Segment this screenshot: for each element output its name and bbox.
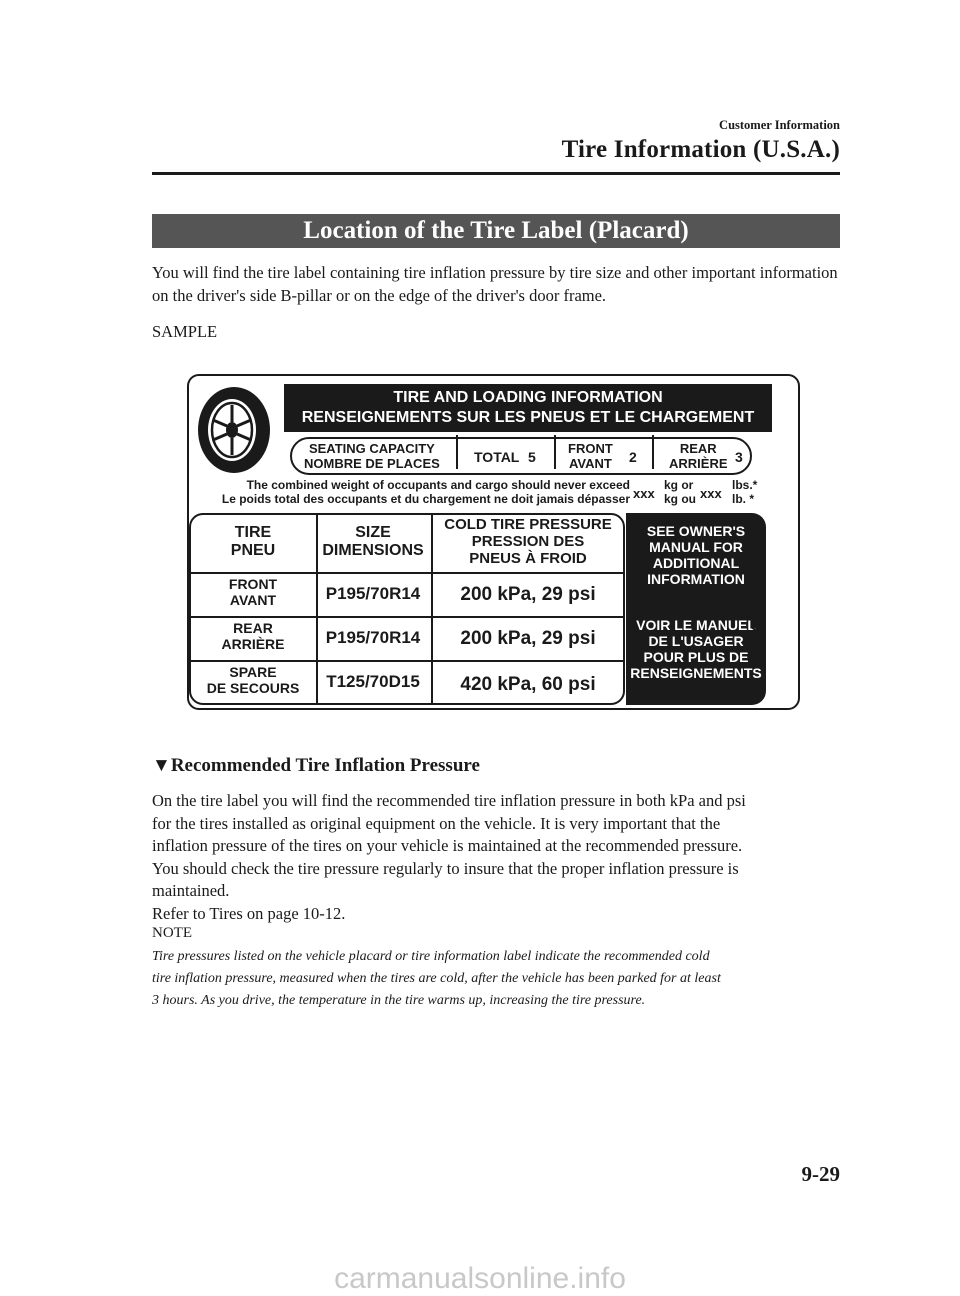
voir-manuel-line: RENSEIGNEMENTS xyxy=(630,665,762,681)
row-rear-label-line-2: ARRIÈRE xyxy=(221,636,285,652)
header-size-line-1: SIZE xyxy=(355,524,391,541)
body-line: You should check the tire pressure regularly to insure that the proper inflation pressure is xyxy=(152,858,739,878)
row-spare-label xyxy=(191,664,315,696)
row-spare-pressure: 420 kPa, 60 psi xyxy=(460,674,596,695)
triangle-down-icon: ▼ xyxy=(152,755,171,776)
placard-code: (XXXX) xyxy=(748,612,764,659)
voir-manuel-line: DE L'USAGER xyxy=(648,633,744,649)
body-line: maintained. xyxy=(152,881,230,900)
lbs-line-1: lbs.* xyxy=(732,478,758,492)
header-size xyxy=(316,524,430,560)
see-manual-box xyxy=(626,513,766,705)
see-manual-line: ADDITIONAL xyxy=(652,555,740,571)
seating-capacity-label xyxy=(304,441,440,471)
rear-seats-value: 3 xyxy=(735,449,743,465)
header-rule xyxy=(152,172,840,175)
subsection-title: Recommended Tire Inflation Pressure xyxy=(170,755,480,776)
body-line: Refer to Tires on page 10-12. xyxy=(152,903,346,923)
rear-label-line-2: ARRIÈRE xyxy=(669,456,728,471)
row-rear-pressure: 200 kPa, 29 psi xyxy=(460,628,596,649)
row-front-label xyxy=(191,576,315,608)
kg-line-1: kg or xyxy=(664,478,694,492)
row-spare-label-line-1: SPARE xyxy=(229,664,277,680)
banner-line-2: RENSEIGNEMENTS SUR LES PNEUS ET LE CHARGEMENT xyxy=(301,409,755,426)
intro-paragraph: You will find the tire label containing tire inflation pressure by tire size and other important information on the driver's side B-pillar or on the edge of the driver's door frame. xyxy=(152,263,838,305)
total-value: 5 xyxy=(528,449,536,465)
front-seats-label xyxy=(568,441,613,471)
seating-separator xyxy=(456,435,458,469)
tire-icon xyxy=(196,385,272,475)
voir-manuel-line: POUR PLUS DE xyxy=(643,649,749,665)
table-row-divider xyxy=(191,616,623,618)
weight-value-kg: xxx xyxy=(633,486,655,501)
page-number: 9-29 xyxy=(801,1162,840,1186)
subsection-heading xyxy=(152,755,480,777)
weight-line-2: Le poids total des occupants et du chargement ne doit jamais dépasser xyxy=(221,492,630,506)
row-rear-label-line-1: REAR xyxy=(233,620,273,636)
banner-line-1: TIRE AND LOADING INFORMATION xyxy=(393,389,663,406)
header-tire-line-2: PNEU xyxy=(230,542,276,559)
header-tire-line-1: TIRE xyxy=(234,524,272,541)
note-line: tire inflation pressure, measured when the tires are cold, after the vehicle has been parked for at least xyxy=(152,971,721,986)
weight-line-1: The combined weight of occupants and cargo should never exceed xyxy=(246,478,630,492)
rear-seats-label xyxy=(669,441,728,471)
lbs-line-2: lb. * xyxy=(732,492,755,506)
weight-value-lbs: xxx xyxy=(700,486,722,501)
see-manual-line: MANUAL FOR xyxy=(649,539,743,555)
note-text xyxy=(152,946,842,1012)
voir-manuel-line: VOIR LE MANUEL xyxy=(636,617,756,633)
front-label-line-2: AVANT xyxy=(568,456,612,471)
row-rear-size: P195/70R14 xyxy=(325,628,421,647)
note-line: Tire pressures listed on the vehicle placard or tire information label indicate the recommended cold xyxy=(152,949,710,964)
lbs-unit-label xyxy=(732,478,757,506)
body-line: for the tires installed as original equipment on the vehicle. It is very important that the xyxy=(152,813,721,833)
note-label: NOTE xyxy=(152,925,192,941)
weight-statement xyxy=(190,478,630,506)
row-spare-label-line-2: DE SECOURS xyxy=(206,680,300,696)
header-pressure-line-3: PNEUS À FROID xyxy=(469,550,587,567)
seating-label-line-1: SEATING CAPACITY xyxy=(308,441,435,456)
kg-unit-label xyxy=(664,478,696,506)
rear-label-line-1: REAR xyxy=(679,441,717,456)
header-pressure-line-1: COLD TIRE PRESSURE xyxy=(444,516,612,533)
row-rear-label xyxy=(191,620,315,652)
front-seats-value: 2 xyxy=(629,449,637,465)
table-row-divider xyxy=(191,572,623,574)
seating-label-line-2: NOMBRE DE PLACES xyxy=(304,456,440,471)
see-manual-french xyxy=(626,587,766,681)
body-line: inflation pressure of the tires on your vehicle is maintained at the recommended pressure. xyxy=(152,836,743,855)
front-label-line-1: FRONT xyxy=(568,441,613,456)
header-title: Tire Information (U.S.A.) xyxy=(561,136,840,163)
row-front-label-line-1: FRONT xyxy=(228,576,278,592)
seating-separator xyxy=(554,435,556,469)
header-size-line-2: DIMENSIONS xyxy=(322,542,424,559)
header-section: Customer Information xyxy=(719,118,840,132)
table-row-divider xyxy=(191,660,623,662)
kg-line-2: kg ou xyxy=(664,492,696,506)
sample-label: SAMPLE xyxy=(152,322,218,341)
see-manual-line: INFORMATION xyxy=(647,571,745,587)
header-tire xyxy=(191,524,315,560)
body-paragraph xyxy=(152,790,842,925)
header-pressure-line-2: PRESSION DES xyxy=(471,533,585,550)
row-front-size: P195/70R14 xyxy=(325,584,421,603)
header-pressure xyxy=(431,516,625,567)
body-line: On the tire label you will find the recommended tire inflation pressure in both kPa and psi xyxy=(152,791,746,810)
watermark: carmanualsonline.info xyxy=(334,1262,626,1295)
see-manual-line: SEE OWNER'S xyxy=(646,523,746,539)
seating-separator xyxy=(652,435,654,469)
see-manual-english xyxy=(626,513,766,587)
total-label: TOTAL xyxy=(474,449,520,465)
row-front-pressure: 200 kPa, 29 psi xyxy=(460,584,596,605)
placard-banner xyxy=(284,384,772,432)
note-line: 3 hours. As you drive, the temperature in the tire warms up, increasing the tire pressure. xyxy=(152,993,646,1008)
row-front-label-line-2: AVANT xyxy=(229,592,277,608)
section-title: Location of the Tire Label (Placard) xyxy=(152,214,840,248)
row-spare-size: T125/70D15 xyxy=(326,672,420,691)
